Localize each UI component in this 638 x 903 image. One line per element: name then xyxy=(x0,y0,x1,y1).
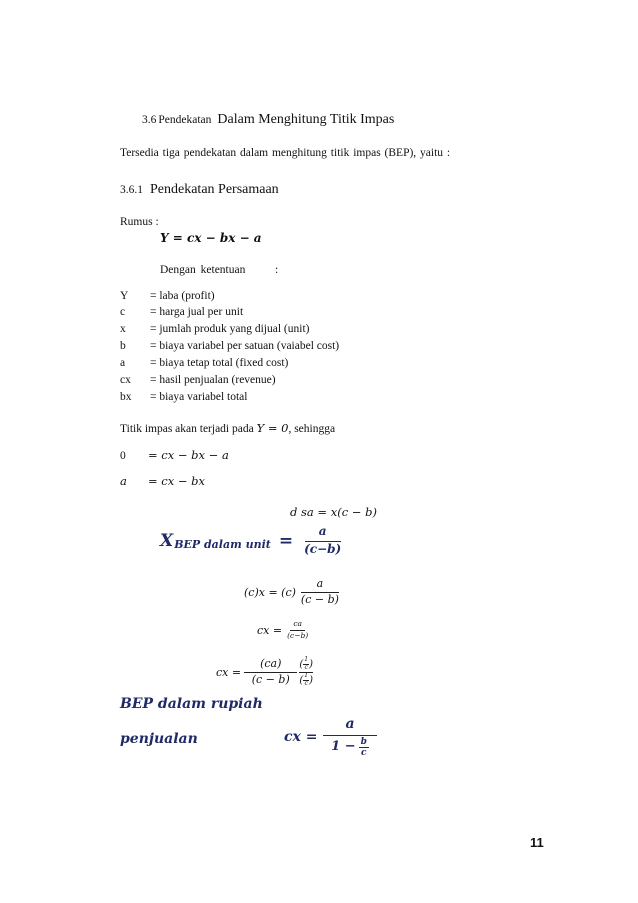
bep-unit-lhs-main: X xyxy=(160,530,174,551)
equation-2-lhs: a xyxy=(120,474,127,488)
definitions-list xyxy=(120,290,440,408)
definition-desc: = jumlah produk yang dijual (unit) xyxy=(150,323,310,335)
titik-impas-text: Titik impas akan terjadi pada xyxy=(120,423,254,435)
equation-5-lhs: cx = xyxy=(257,623,283,637)
equation-3: d sa = x(c − b) xyxy=(290,505,377,519)
rumus-formula: Y = cx − bx − a xyxy=(160,231,262,245)
definition-desc: = hasil penjualan (revenue) xyxy=(150,374,276,386)
equation-6-fraction xyxy=(244,658,297,686)
equation-5 xyxy=(257,620,311,640)
section-title-large: Dalam Menghitung Titik Impas xyxy=(217,112,395,127)
bep-rupiah-den-den: c xyxy=(361,748,367,759)
equation-5-fraction xyxy=(284,620,311,640)
intro-paragraph: Tersedia tiga pendekatan dalam menghitung titik impas (BEP), yaitu : xyxy=(120,147,451,159)
bep-rupiah-formula xyxy=(284,716,377,759)
equation-6-paren-top: ( $\frac{1}{c}$ ) xyxy=(299,656,314,671)
definition-symbol: bx xyxy=(120,391,132,403)
equation-4 xyxy=(244,578,342,606)
definition-desc: = harga jual per unit xyxy=(150,306,244,318)
titik-impas-condition: Y = 0 xyxy=(256,421,289,435)
equation-6-paren-top-fraction xyxy=(303,657,309,672)
bep-unit-equals: = xyxy=(278,530,294,551)
bep-rupiah-lhs: cx = xyxy=(284,729,318,746)
bep-rupiah-den-prefix: 1 − xyxy=(331,739,356,755)
definition-symbol: b xyxy=(120,340,126,352)
definition-desc: = laba (profit) xyxy=(150,290,215,302)
equation-5-numerator: ca xyxy=(290,620,305,631)
bep-unit-lhs-sub: BEP dalam unit xyxy=(174,538,271,552)
definition-symbol: Y xyxy=(120,290,129,302)
equation-6-paren-bottom-den: c xyxy=(304,679,308,687)
equation-6-paren-factor xyxy=(299,657,313,688)
definition-symbol: a xyxy=(120,357,126,369)
section-title-small: Pendekatan xyxy=(158,114,212,126)
equation-6-lhs: cx = xyxy=(216,665,242,679)
definition-desc: = biaya variabel per satuan (vaiabel cost) xyxy=(150,340,340,352)
equation-6-paren-top-den: c xyxy=(304,663,308,671)
equation-6-paren-bottom-fraction xyxy=(303,673,309,688)
equation-2-rhs: = cx − bx xyxy=(148,474,206,488)
definition-symbol: c xyxy=(120,306,126,318)
bep-rupiah-line1: BEP dalam rupiah xyxy=(120,696,263,712)
titik-impas-sentence xyxy=(120,421,335,435)
dengan-ketentuan-colon: : xyxy=(275,264,279,276)
bep-unit-numerator: a xyxy=(305,525,341,542)
equation-6-denominator: (c − b) xyxy=(251,672,290,686)
equation-5-denominator: (c−b) xyxy=(287,630,309,640)
bep-unit-formula xyxy=(160,525,344,557)
bep-rupiah-den-num: b xyxy=(360,737,367,748)
equation-4-numerator: a xyxy=(301,578,340,593)
bep-rupiah-den-fraction xyxy=(359,737,369,759)
equation-4-lhs: (c)x = (c) xyxy=(244,585,296,599)
page-number: 11 xyxy=(530,835,544,850)
bep-rupiah-denominator xyxy=(328,736,372,759)
equation-4-denominator: (c − b) xyxy=(300,592,339,606)
equation-4-fraction xyxy=(298,578,342,606)
definition-symbol: cx xyxy=(120,374,131,386)
titik-impas-suffix: , sehingga xyxy=(288,423,336,435)
equation-6 xyxy=(216,657,313,688)
equation-1-lhs: 0 xyxy=(120,450,126,462)
equation-1 xyxy=(120,448,229,463)
rumus-label: Rumus : xyxy=(120,216,159,228)
definition-symbol: x xyxy=(120,323,126,335)
section-heading xyxy=(142,110,394,128)
equation-6-paren-bottom-num: 1 xyxy=(304,671,309,679)
bep-rupiah-numerator: a xyxy=(323,716,376,736)
subsection-number: 3.6.1 xyxy=(120,184,143,196)
bep-rupiah-fraction xyxy=(323,716,376,759)
bep-rupiah-line2: penjualan xyxy=(120,731,198,747)
equation-6-paren-top-num: 1 xyxy=(304,656,309,663)
equation-1-rhs: = cx − bx − a xyxy=(148,448,229,462)
bep-unit-denominator: (c−b) xyxy=(304,541,342,556)
bep-unit-fraction xyxy=(301,525,344,557)
equation-2 xyxy=(120,474,206,489)
dengan-ketentuan-label: Dengan ketentuan xyxy=(160,264,246,276)
subsection-heading xyxy=(120,180,279,198)
section-number: 3.6 xyxy=(142,114,157,126)
equation-6-numerator: (ca) xyxy=(244,658,297,673)
definition-desc: = biaya tetap total (fixed cost) xyxy=(150,357,289,369)
subsection-title: Pendekatan Persamaan xyxy=(150,182,279,197)
definition-desc: = biaya variabel total xyxy=(150,391,248,403)
equation-6-paren-bottom: ( $\frac{1}{c}$ ) xyxy=(299,671,314,687)
